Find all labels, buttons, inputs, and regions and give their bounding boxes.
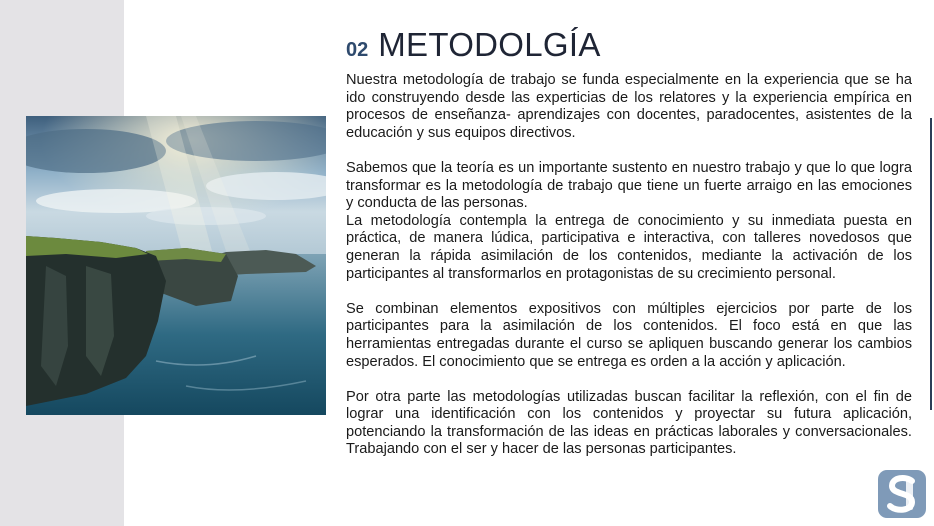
methodology-text — [346, 72, 912, 459]
s-logo-icon — [876, 468, 928, 520]
paragraph-theory: Sabemos que la teoría es un importante sustento en nuestro trabajo y que lo que logra transformar es la metodología de trabajo que tiene un fuerte arraigo en las emociones y conducta de las personas. — [346, 159, 912, 212]
paragraph-experience: Nuestra metodología de trabajo se funda especialmente en la experiencia que se ha ido construyendo desde las experticias de los relatores y la experiencia empírica en procesos de enseñanza- aprendizajes con docentes, paradocentes, asistentes de la educación y sus equipos directivos. — [346, 72, 912, 141]
cliffs-photo — [26, 116, 326, 415]
paragraph-reflection: Por otra parte las metodologías utilizadas buscan facilitar la reflexión, con el fin de lograr una identificación con los contenidos y proyectar su futura aplicación, potenciando la transformación de las ideas en prácticas laborales y conversacionales. Trabajando con el ser y hacer de las personas participantes. — [346, 388, 912, 458]
paragraph-practice: La metodología contempla la entrega de conocimiento y su inmediata puesta en práctica, de manera lúdica, participativa e interactiva, con talleres novedosos que generan la rápida asimilación de los contenidos, mediante la activación de los participantes al transformarlos en protagonistas de su crecimiento personal. — [346, 212, 912, 282]
paragraph-exercises: Se combinan elementos expositivos con múltiples ejercicios por parte de los participantes para la asimilación de los contenidos. El foco está en que las herramientas entregadas durante el curso se apliquen buscando generar los cambios esperados. El conocimiento que se entrega es orden a la acción y aplicación. — [346, 300, 912, 370]
section-heading — [346, 26, 601, 66]
edge-divider — [930, 118, 932, 410]
section-title: METODOLGÍA — [378, 26, 601, 63]
section-number: 02 — [346, 39, 369, 61]
